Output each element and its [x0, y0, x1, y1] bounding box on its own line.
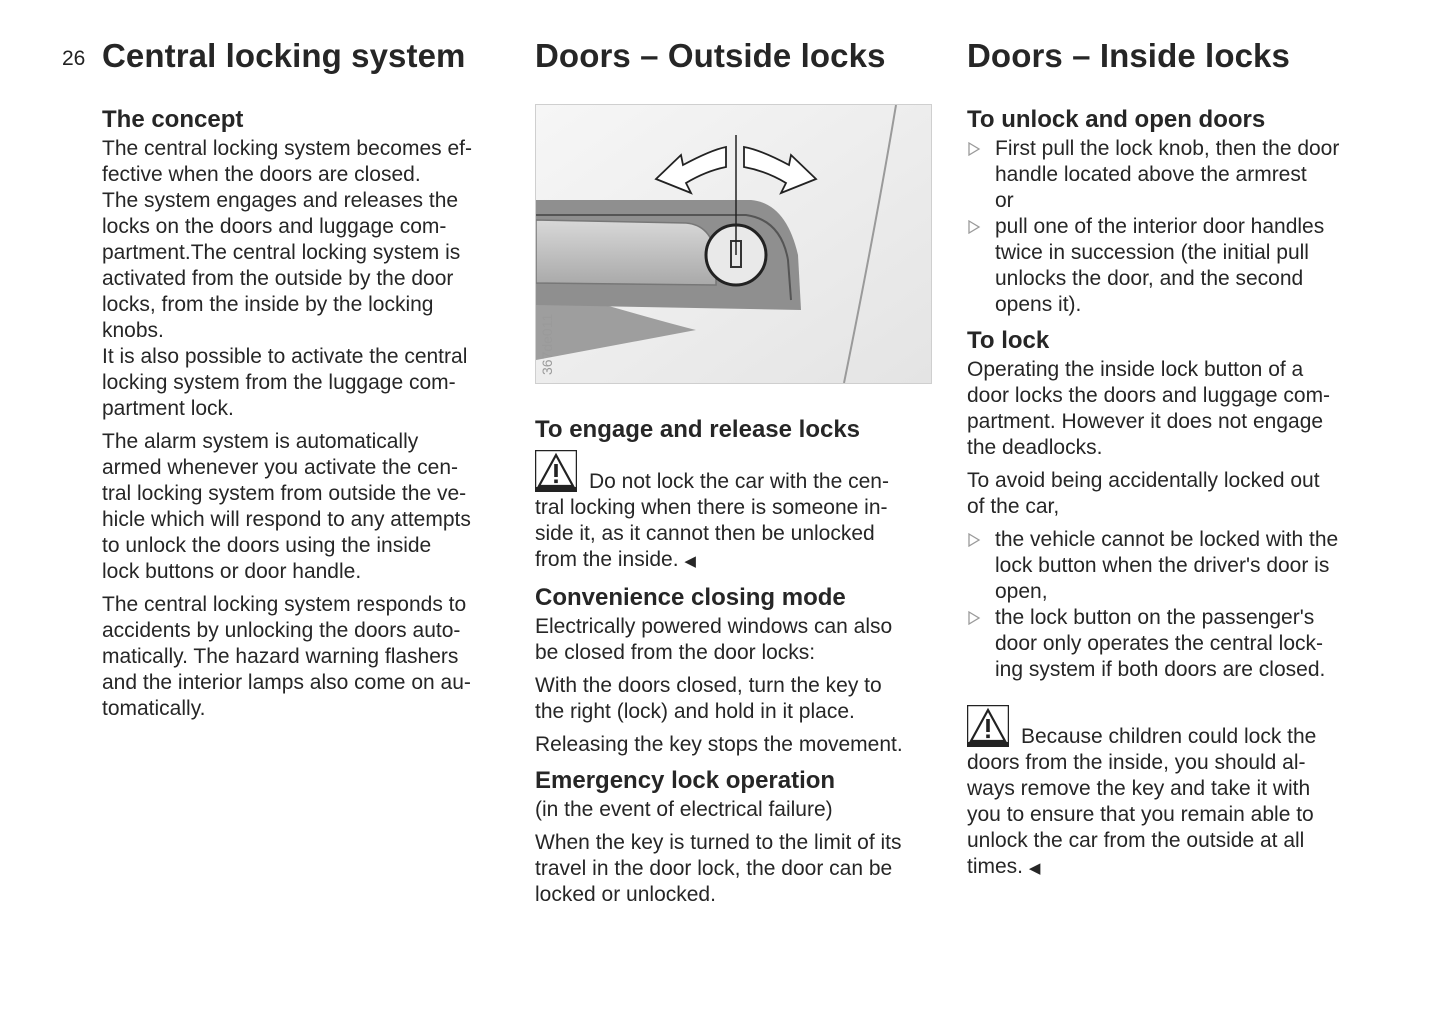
text-line: open, — [995, 580, 1048, 603]
text-line: First pull the lock knob, then the door — [995, 137, 1340, 160]
list-item — [967, 527, 1407, 605]
section-title-outside-locks: Doors – Outside locks — [535, 37, 886, 74]
concept-paragraph — [102, 136, 522, 422]
lock-paragraph-2 — [967, 468, 1407, 520]
warning-triangle-icon — [967, 705, 1009, 747]
text-line: to unlock the doors using the inside — [102, 534, 432, 557]
text-line: The alarm system is automatically — [102, 430, 419, 453]
text-line: locks on the doors and luggage com- — [102, 215, 447, 238]
end-mark-icon: ◀ — [1028, 860, 1041, 877]
text-line: be closed from the door locks: — [535, 641, 816, 664]
text-line: To avoid being accidentally locked out — [967, 469, 1320, 492]
heading-convenience-closing: Convenience closing mode — [535, 584, 846, 611]
column-inside-locks — [967, 34, 1407, 889]
text-line: ing system if both doors are closed. — [995, 658, 1326, 681]
emergency-subtitle: (in the event of electrical failure) — [535, 798, 833, 821]
text-line: It is also possible to activate the central — [102, 345, 468, 368]
text-line: tral locking system from outside the ve- — [102, 482, 467, 505]
text-line: The central locking system responds to — [102, 593, 467, 616]
text-line: the lock button on the passenger's — [995, 606, 1315, 629]
text-line: pull one of the interior door handles — [995, 215, 1325, 238]
bullet-triangle-icon — [967, 142, 981, 156]
text-line: partment lock. — [102, 397, 234, 420]
accident-paragraph — [102, 592, 522, 722]
text-line: unlock the car from the outside at all — [967, 829, 1305, 852]
alarm-paragraph — [102, 429, 522, 585]
heading-to-lock: To lock — [967, 327, 1050, 354]
bullet-triangle-icon — [967, 533, 981, 547]
text-line: Electrically powered windows can also — [535, 615, 893, 638]
door-handle-illustration — [536, 105, 931, 383]
text-line: partment. However it does not engage — [967, 410, 1324, 433]
text-line: locking system from the luggage com- — [102, 371, 456, 394]
text-line: door only operates the central lock- — [995, 632, 1324, 655]
text-line: unlocks the door, and the second — [995, 267, 1304, 290]
convenience-paragraph-2 — [535, 673, 955, 725]
text-line: tomatically. — [102, 697, 206, 720]
text-line: the right (lock) and hold in it place. — [535, 700, 855, 723]
text-line: activated from the outside by the door — [102, 267, 454, 290]
bullet-triangle-icon — [967, 220, 981, 234]
section-title-inside-locks: Doors – Inside locks — [967, 37, 1290, 74]
text-line: and the interior lamps also come on au- — [102, 671, 471, 694]
text-line: When the key is turned to the limit of its — [535, 831, 902, 854]
text-line: locked or unlocked. — [535, 883, 716, 906]
text-line: armed whenever you activate the cen- — [102, 456, 459, 479]
list-item — [967, 214, 1407, 318]
text-line: times. — [967, 855, 1024, 878]
door-handle-lock-figure — [535, 104, 932, 384]
list-item: First pull the lock knob, then the door handle located above the armrest or — [967, 136, 1407, 214]
text-line: you to ensure that you remain able to — [967, 803, 1314, 826]
text-line: opens it). — [995, 293, 1082, 316]
figure-code: 367de011 — [539, 313, 555, 375]
lock-paragraph-1 — [967, 357, 1407, 461]
text-line: locks, from the inside by the locking — [102, 293, 434, 316]
emergency-paragraph — [535, 830, 955, 908]
unlock-bullet-list — [967, 136, 1407, 318]
column-central-locking — [102, 34, 522, 729]
text-line: matically. The hazard warning flashers — [102, 645, 459, 668]
text-line: the deadlocks. — [967, 436, 1103, 459]
text-line: lock button when the driver's door is — [995, 554, 1330, 577]
heading-the-concept: The concept — [102, 106, 244, 133]
heading-engage-release: To engage and release locks — [535, 416, 861, 443]
text-line: tral locking when there is someone in- — [535, 496, 888, 519]
convenience-paragraph-3: Releasing the key stops the movement. — [535, 733, 903, 756]
text-line: doors from the inside, you should al- — [967, 751, 1306, 774]
warning-children: Because children could lock the doors from the inside, you should al- ways remove the key and take it with you to ensure that you remain able to unlock the car from the outside at all times. ◀ — [967, 705, 1407, 882]
text-line: knobs. — [102, 319, 164, 342]
bullet-triangle-icon — [967, 611, 981, 625]
text-line: ways remove the key and take it with — [967, 777, 1311, 800]
text-line: travel in the door lock, the door can be — [535, 857, 893, 880]
text-line: of the car, — [967, 495, 1060, 518]
text-line: door locks the doors and luggage com- — [967, 384, 1331, 407]
section-title-central-locking: Central locking system — [102, 37, 466, 74]
text-line: accidents by unlocking the doors auto- — [102, 619, 461, 642]
text-line: The system engages and releases the — [102, 189, 459, 212]
convenience-paragraph-1 — [535, 614, 955, 666]
text-line: partment.The central locking system is — [102, 241, 461, 264]
text-line: twice in succession (the initial pull — [995, 241, 1309, 264]
text-line: Operating the inside lock button of a — [967, 358, 1304, 381]
text-line: With the doors closed, turn the key to — [535, 674, 882, 697]
text-line: from the inside. — [535, 548, 679, 571]
warning-triangle-icon — [535, 450, 577, 492]
end-mark-icon: ◀ — [684, 553, 696, 570]
text-line: the vehicle cannot be locked with the — [995, 528, 1339, 551]
text-line: side it, as it cannot then be unlocked — [535, 522, 875, 545]
lock-bullet-list — [967, 527, 1407, 683]
list-item — [967, 605, 1407, 683]
text-line: fective when the doors are closed. — [102, 163, 421, 186]
warning-lock-occupied: Do not lock the car with the cen- tral locking when there is someone in- side it, as it cannot then be unlocked from the inside. ◀ — [535, 450, 955, 575]
heading-emergency-lock: Emergency lock operation — [535, 767, 836, 794]
page-number: 26 — [62, 47, 86, 70]
heading-unlock-open: To unlock and open doors — [967, 106, 1266, 133]
text-line: lock buttons or door handle. — [102, 560, 362, 583]
text-line: The central locking system becomes ef- — [102, 137, 472, 160]
column-outside-locks — [535, 34, 955, 915]
text-line: hicle which will respond to any attempts — [102, 508, 471, 531]
text-line: handle located above the armrest — [995, 163, 1307, 186]
